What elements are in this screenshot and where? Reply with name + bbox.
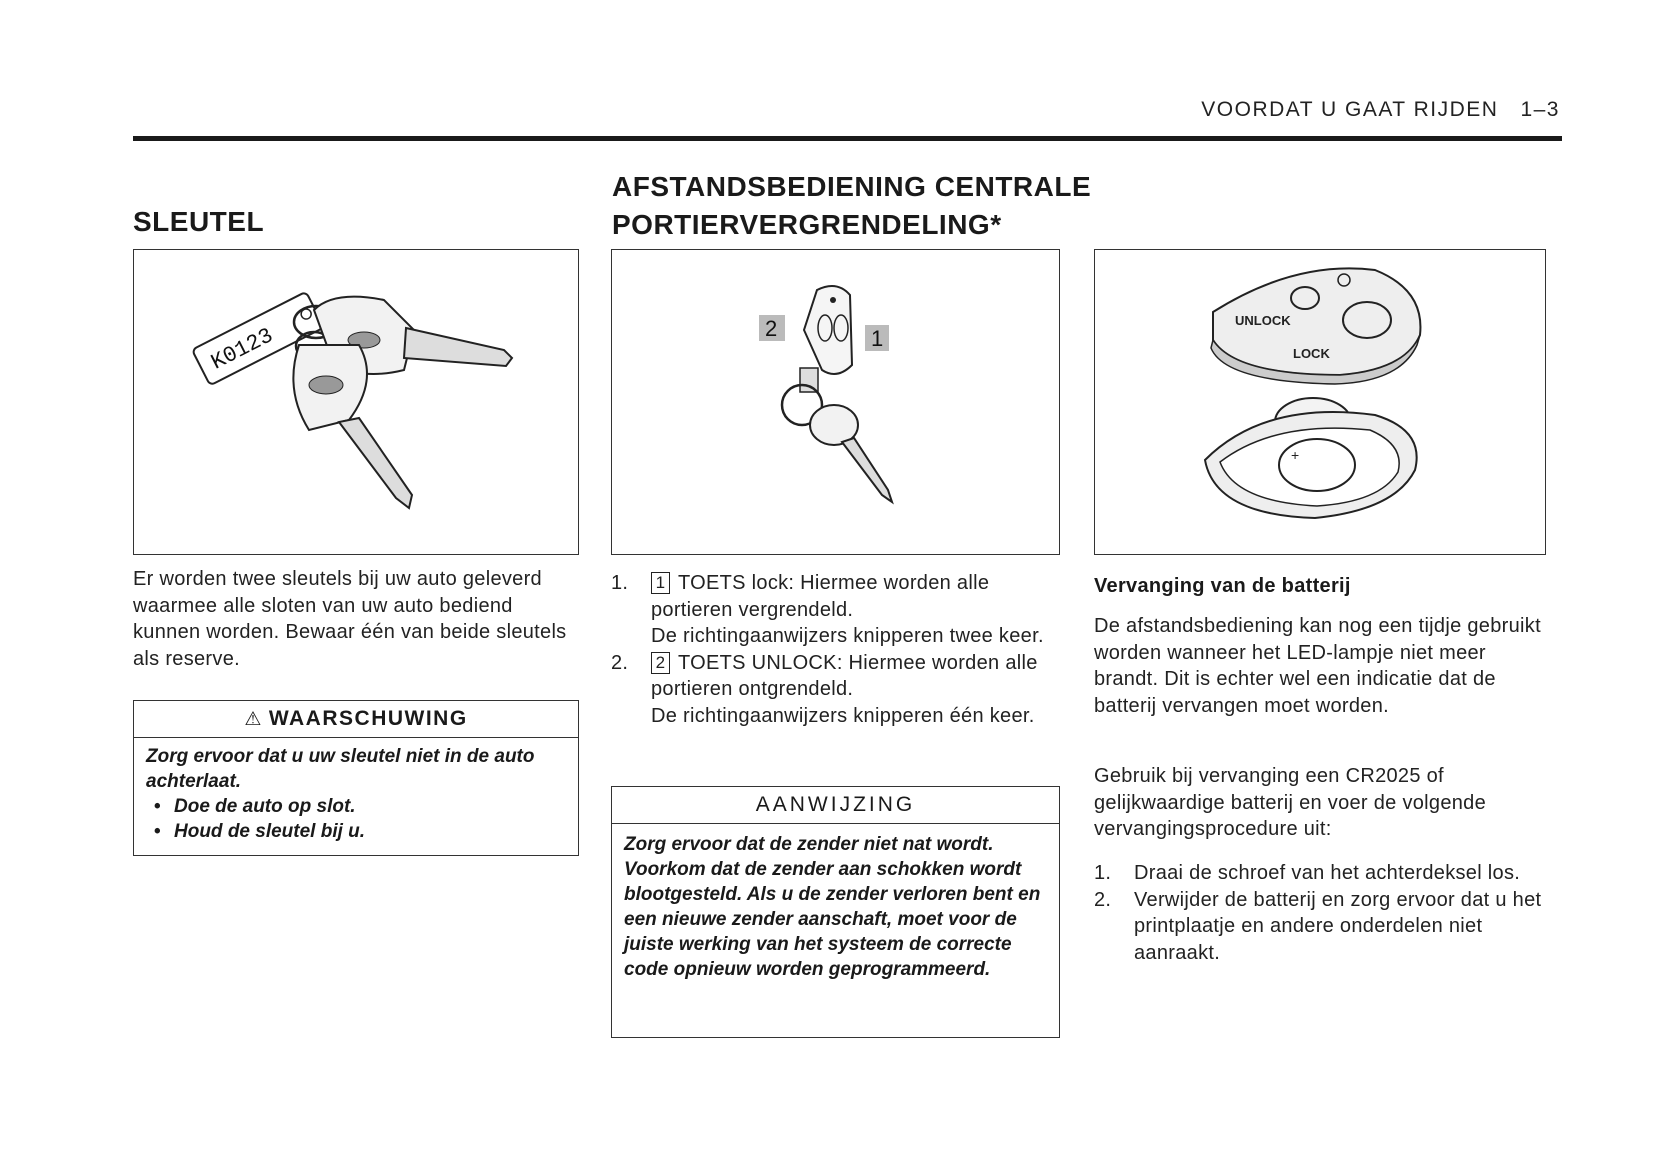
warning-title-text: WAARSCHUWING [268, 707, 468, 730]
page-number: 1–3 [1520, 98, 1560, 121]
notice-box [611, 786, 1060, 1038]
remote-heading-line1: AFSTANDSBEDIENING CENTRALE [612, 171, 1092, 202]
remote-steps [611, 570, 1058, 729]
notice-text: Zorg ervoor dat de zender niet nat wordt. Voorkom dat de zender aan schokken wordt blootgesteld. Als u de zender verloren bent en een nieuwe zender aanschaft, moet voor de juiste werking van het systeem de correcte code opnieuw worden geprogrammeerd. [624, 834, 1041, 980]
step-note: De richtingaanwijzers knipperen één keer. [651, 704, 1035, 727]
battery-paragraph-1: De afstandsbediening kan nog een tijdje gebruikt worden wanneer het LED-lampje niet meer brandt. Dit is echter wel een indicatie dat de batterij vervangen moet worden. [1094, 615, 1541, 717]
tag-label: K0123 [207, 323, 278, 376]
step-text: Draai de schroef van het achterdeksel los. [1134, 862, 1521, 884]
running-header [1080, 98, 1560, 122]
warning-text: Zorg ervoor dat u uw sleutel niet in de auto achterlaat. [146, 746, 535, 792]
fob-unlock-label: UNLOCK [1235, 313, 1291, 328]
battery-paragraph-2: Gebruik bij vervanging een CR2025 of gelijkwaardige batterij en voer de volgende vervangingsprocedure uit: [1094, 765, 1487, 840]
battery-step [1094, 860, 1544, 887]
warning-icon: ⚠ [244, 709, 263, 730]
figure-battery [1094, 249, 1546, 555]
battery-subheading: Vervanging van de batterij [1094, 575, 1351, 597]
header-rule [133, 136, 1562, 141]
remote-illustration [612, 250, 1059, 554]
warning-title [134, 701, 578, 738]
battery-step [1094, 887, 1544, 967]
warning-body [134, 738, 578, 852]
figure-keys [133, 249, 579, 555]
remote-heading-line2: PORTIERVERGRENDELING* [612, 209, 1002, 240]
callout-2: 2 [765, 316, 778, 341]
step-number: 2. [1094, 888, 1112, 911]
callout-1: 1 [871, 326, 884, 351]
fob-lock-label: LOCK [1293, 346, 1330, 361]
step-text: TOETS lock: Hiermee worden alle portieren vergrendeld. [651, 572, 990, 621]
step-number: 2. [611, 651, 629, 674]
step-number: 1. [611, 572, 629, 594]
battery-plus-label: + [1291, 447, 1300, 463]
notice-title: AANWIJZING [612, 787, 1059, 824]
warning-box [133, 700, 579, 856]
step-text: Verwijder de batterij en zorg ervoor dat u het printplaatje en andere onderdelen niet aanraakt. [1134, 888, 1542, 964]
section-heading-sleutel: SLEUTEL [133, 206, 265, 237]
battery-illustration [1095, 250, 1545, 554]
step-box-number: 1 [651, 572, 670, 594]
section-heading-remote [612, 168, 1091, 244]
step-note: De richtingaanwijzers knipperen twee keer. [651, 625, 1044, 647]
step-box-number: 2 [651, 652, 670, 674]
sleutel-paragraph: Er worden twee sleutels bij uw auto geleverd waarmee alle sloten van uw auto bediend kunnen worden. Bewaar één van beide sleutels als reserve. [133, 568, 567, 670]
keys-illustration [134, 250, 578, 554]
warning-bullet: • Houd de sleutel bij u. [146, 819, 568, 844]
running-title: VOORDAT U GAAT RIJDEN [1201, 98, 1499, 121]
remote-step [611, 650, 1058, 730]
remote-step [611, 570, 1058, 650]
step-text: TOETS UNLOCK: Hiermee worden alle portieren ontgrendeld. [651, 651, 1038, 700]
figure-remote [611, 249, 1060, 555]
step-number: 1. [1094, 862, 1112, 884]
battery-steps [1094, 860, 1544, 966]
warning-bullet: • Doe de auto op slot. [146, 794, 568, 819]
